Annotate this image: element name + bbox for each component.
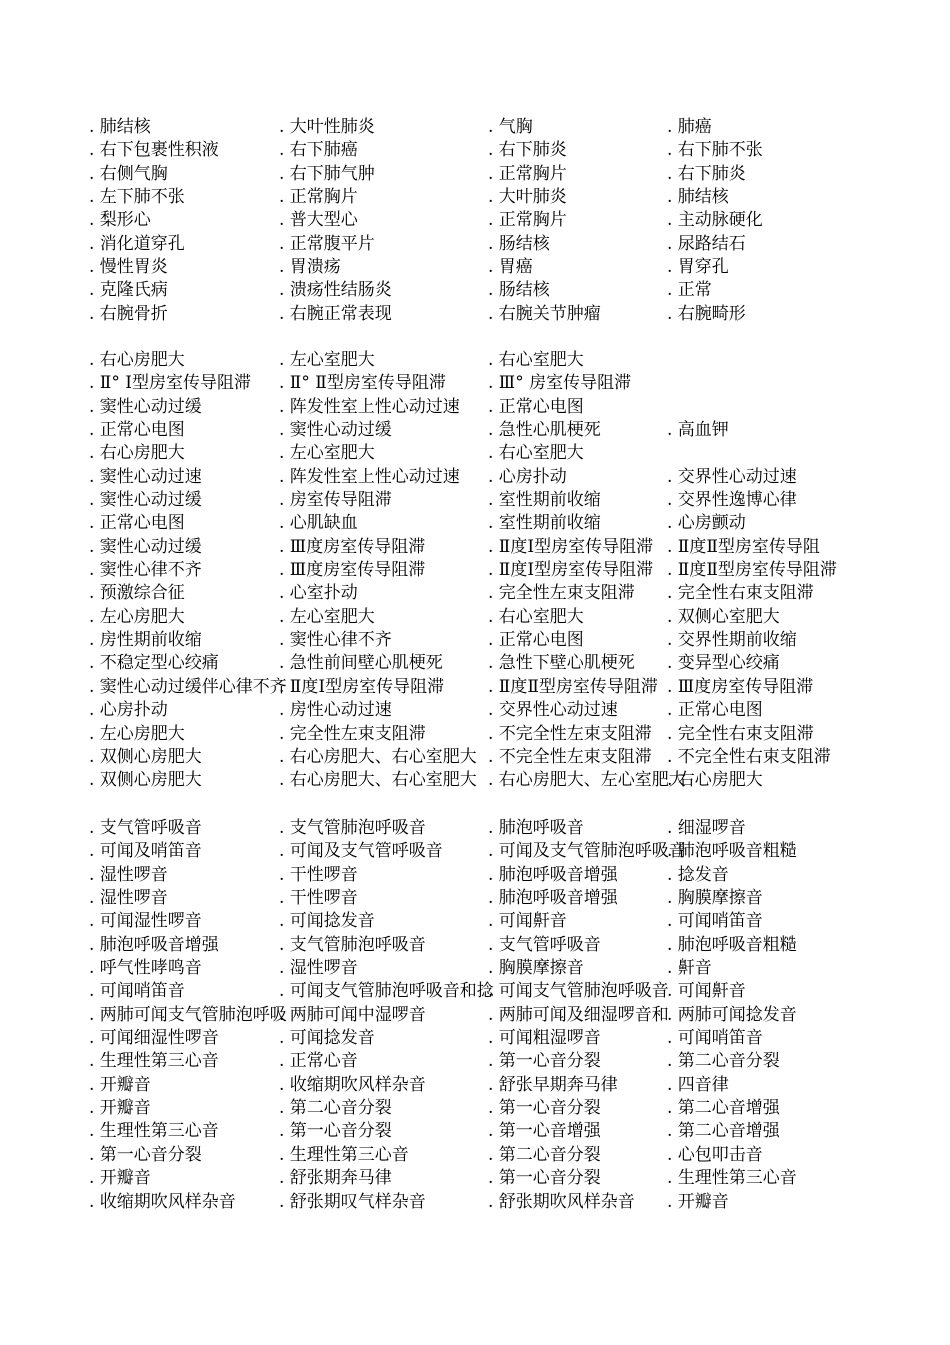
option-text: . 交界性期前收缩 <box>667 630 797 651</box>
option-text: . 支气管呼吸音 <box>488 934 601 955</box>
option-text: . 左心房肥大 <box>89 723 185 744</box>
option-text: . 右下肺气肿 <box>279 163 375 184</box>
option-row <box>0 512 950 535</box>
option-text: . 右心室肥大 <box>488 350 584 370</box>
option-text: . 右腕关节肿瘤 <box>488 303 601 324</box>
option-text: . 肺泡呼吸音粗糙 <box>667 934 797 955</box>
option-text: . 肺结核 <box>667 187 729 208</box>
option-text: . 第一心音分裂 <box>279 1121 392 1142</box>
option-text: . 可闻支气管肺泡呼吸音和捻 <box>279 981 494 1002</box>
option-text: . 第一心音分裂 <box>488 1098 601 1119</box>
option-row <box>0 699 950 722</box>
option-text: . 正常心电图 <box>89 513 185 534</box>
option-text: . 左下肺不张 <box>89 187 185 208</box>
option-text: . 窦性心律不齐 <box>279 630 392 651</box>
option-text: . 右心房肥大 <box>667 770 763 791</box>
option-text: . 窦性心动过缓伴心律不齐 <box>89 676 287 697</box>
option-text: . 交界性逸博心律 <box>667 490 797 511</box>
option-text: . 右腕骨折 <box>89 303 168 324</box>
option-text: . 正常心电图 <box>667 700 763 721</box>
option-text: . 开瓣音 <box>89 1074 151 1095</box>
option-row <box>0 489 950 512</box>
option-text: . 急性前间壁心肌梗死 <box>279 653 443 674</box>
option-text: . 可闻哨笛音 <box>667 911 763 932</box>
option-text: . 胃穿孔 <box>667 257 729 278</box>
option-text: . 急性心肌梗死 <box>488 420 601 441</box>
option-text: . 干性啰音 <box>279 864 358 885</box>
option-text: . 开瓣音 <box>89 1098 151 1119</box>
option-text: . 第一心音分裂 <box>488 1168 601 1189</box>
option-text: . 可闻支气管肺泡呼吸音 <box>488 981 669 1002</box>
option-text: . 慢性胃炎 <box>89 257 168 278</box>
option-text: . 可闻粗湿啰音 <box>488 1028 601 1049</box>
option-text: . 收缩期吹风样杂音 <box>279 1074 426 1095</box>
option-text: . 完全性右束支阻滞 <box>667 723 814 744</box>
option-text: . 可闻哨笛音 <box>667 1028 763 1049</box>
option-row <box>0 980 950 1003</box>
option-text: . Ⅲ度房室传导阻滞 <box>667 676 814 697</box>
option-text: . 舒张期吹风样杂音 <box>488 1191 635 1212</box>
option-text: . 心房扑动 <box>488 466 567 487</box>
option-row <box>0 536 950 559</box>
option-text: . 肠结核 <box>488 233 550 254</box>
option-text: . 肠结核 <box>488 280 550 301</box>
option-row <box>0 1050 950 1073</box>
option-text: . 生理性第三心音 <box>279 1144 409 1165</box>
option-text: . 房性心动过速 <box>279 700 392 721</box>
option-text: . 正常胸片 <box>488 210 567 231</box>
option-row <box>0 1167 950 1190</box>
option-row <box>0 396 950 419</box>
option-text: . 肺泡呼吸音增强 <box>488 864 618 885</box>
option-text: . 正常心音 <box>279 1051 358 1072</box>
option-text: . 心房颤动 <box>667 513 746 534</box>
option-text: . 右下肺不张 <box>667 140 763 161</box>
option-text: . 正常心电图 <box>488 396 584 417</box>
option-text: . 第一心音分裂 <box>89 1144 202 1165</box>
option-text: . 右心房肥大、左心室肥大 <box>488 770 686 791</box>
option-text: . 完全性左束支阻滞 <box>488 583 635 604</box>
option-text: . Ⅲ度房室传导阻滞 <box>279 560 426 581</box>
option-row <box>0 279 950 302</box>
option-row <box>0 442 950 465</box>
option-text: . 左心室肥大 <box>279 443 375 464</box>
option-text: . 左心室肥大 <box>279 606 375 627</box>
option-text: . 右下包裹性积液 <box>89 140 219 161</box>
option-text: . 室性期前收缩 <box>488 490 601 511</box>
option-text: . 右心房肥大、右心室肥大 <box>279 746 477 767</box>
option-text: . 右腕正常表现 <box>279 303 392 324</box>
option-text: . 第二心音增强 <box>667 1121 780 1142</box>
option-row <box>0 209 950 232</box>
option-text: . 完全性右束支阻滞 <box>667 583 814 604</box>
option-text: . 收缩期吹风样杂音 <box>89 1191 236 1212</box>
option-text: . 变异型心绞痛 <box>667 653 780 674</box>
option-text: . 窦性心动过缓 <box>89 536 202 557</box>
option-text: . Ⅱ度Ⅰ型房室传导阻滞 <box>279 676 445 697</box>
option-row <box>0 887 950 910</box>
option-text: . 肺癌 <box>667 117 712 137</box>
option-row <box>0 676 950 699</box>
option-text: . 四音律 <box>667 1074 729 1095</box>
option-text: . Ⅲ度房室传导阻滞 <box>279 536 426 557</box>
option-text: . 交界性心动过速 <box>667 466 797 487</box>
option-text: . 不完全性右束支阻滞 <box>667 746 831 767</box>
section-ecg <box>0 349 950 793</box>
option-text: . 房性期前收缩 <box>89 630 202 651</box>
option-row <box>0 256 950 279</box>
option-text: . 湿性啰音 <box>89 888 168 909</box>
option-text: . 双侧心房肥大 <box>89 770 202 791</box>
option-row <box>0 864 950 887</box>
option-text: . 第二心音分裂 <box>667 1051 780 1072</box>
option-row <box>0 1144 950 1167</box>
option-text: . 窦性心律不齐 <box>89 560 202 581</box>
option-text: . 支气管呼吸音 <box>89 818 202 838</box>
option-text: . 右心室肥大 <box>488 443 584 464</box>
option-row <box>0 817 950 840</box>
option-text: . 生理性第三心音 <box>667 1168 797 1189</box>
option-text: . 主动脉硬化 <box>667 210 763 231</box>
option-text: . 右下肺炎 <box>667 163 746 184</box>
option-text: . 支气管肺泡呼吸音 <box>279 934 426 955</box>
option-text: . 窦性心动过速 <box>89 466 202 487</box>
option-text: . 双侧心房肥大 <box>89 746 202 767</box>
option-text: . 右心房肥大、右心室肥大 <box>279 770 477 791</box>
option-text: . Ⅲ° 房室传导阻滞 <box>488 373 632 394</box>
option-text: . 胸膜摩擦音 <box>488 958 584 979</box>
option-row <box>0 606 950 629</box>
option-text: . 正常胸片 <box>488 163 567 184</box>
option-text: . 完全性左束支阻滞 <box>279 723 426 744</box>
option-text: . 左心室肥大 <box>279 350 375 370</box>
option-row <box>0 1074 950 1097</box>
option-text: . 可闻捻发音 <box>279 911 375 932</box>
option-text: . 可闻鼾音 <box>488 911 567 932</box>
option-text: . 鼾音 <box>667 958 712 979</box>
option-text: . 两肺可闻中湿啰音 <box>279 1004 426 1025</box>
option-text: . 两肺可闻及细湿啰音和 <box>488 1004 669 1025</box>
option-text: . Ⅱ° Ⅱ型房室传导阻滞 <box>279 373 446 394</box>
section-auscultation <box>0 817 950 1214</box>
option-text: . 正常心电图 <box>488 630 584 651</box>
option-text: . 高血钾 <box>667 420 729 441</box>
option-text: . 正常心电图 <box>89 420 185 441</box>
option-row <box>0 1120 950 1143</box>
option-row <box>0 303 950 326</box>
option-text: . 捻发音 <box>667 864 729 885</box>
option-text: . 消化道穿孔 <box>89 233 185 254</box>
option-text: . 急性下壁心肌梗死 <box>488 653 635 674</box>
option-text: . 右心房肥大 <box>89 443 185 464</box>
option-text: . 可闻及支气管肺泡呼吸音 <box>488 841 686 862</box>
option-row <box>0 419 950 442</box>
option-text: . 窦性心动过缓 <box>89 396 202 417</box>
option-row <box>0 233 950 256</box>
option-text: . 支气管肺泡呼吸音 <box>279 818 426 838</box>
option-text: . 右侧气胸 <box>89 163 168 184</box>
option-text: . 窦性心动过缓 <box>89 490 202 511</box>
option-text: . 溃疡性结肠炎 <box>279 280 392 301</box>
option-text: . 右腕畸形 <box>667 303 746 324</box>
option-row <box>0 163 950 186</box>
option-row <box>0 840 950 863</box>
option-text: . 心房扑动 <box>89 700 168 721</box>
option-text: . 第一心音增强 <box>488 1121 601 1142</box>
option-text: . Ⅱ度Ⅱ型房室传导阻 <box>667 536 820 557</box>
option-text: . 心包叩击音 <box>667 1144 763 1165</box>
option-row <box>0 372 950 395</box>
option-text: . 右下肺炎 <box>488 140 567 161</box>
option-text: . 可闻细湿性啰音 <box>89 1028 219 1049</box>
option-text: . Ⅱ度Ⅰ型房室传导阻滞 <box>488 560 654 581</box>
option-text: . Ⅱ度Ⅱ型房室传导阻滞 <box>667 560 837 581</box>
option-row <box>0 957 950 980</box>
option-row <box>0 1004 950 1027</box>
option-text: . 左心房肥大 <box>89 606 185 627</box>
section-imaging <box>0 116 950 326</box>
option-text: . 双侧心室肥大 <box>667 606 780 627</box>
option-text: . 交界性心动过速 <box>488 700 618 721</box>
option-text: . 湿性啰音 <box>89 864 168 885</box>
option-text: . 气胸 <box>488 117 533 137</box>
option-text: . 干性啰音 <box>279 888 358 909</box>
option-text: . 室性期前收缩 <box>488 513 601 534</box>
option-text: . 肺泡呼吸音增强 <box>488 888 618 909</box>
option-row <box>0 723 950 746</box>
option-text: . 可闻湿性啰音 <box>89 911 202 932</box>
option-text: . 第二心音分裂 <box>279 1098 392 1119</box>
option-text: . 正常胸片 <box>279 187 358 208</box>
option-row <box>0 139 950 162</box>
option-text: . 右心房肥大 <box>89 350 185 370</box>
option-text: . 开瓣音 <box>667 1191 729 1212</box>
option-text: . 两肺可闻捻发音 <box>667 1004 797 1025</box>
option-text: . 大叶性肺炎 <box>279 117 375 137</box>
option-text: . 窦性心动过缓 <box>279 420 392 441</box>
option-row <box>0 1027 950 1050</box>
option-text: . 可闻及支气管呼吸音 <box>279 841 443 862</box>
option-text: . 可闻及哨笛音 <box>89 841 202 862</box>
option-text: . 生理性第三心音 <box>89 1051 219 1072</box>
option-text: . 开瓣音 <box>89 1168 151 1189</box>
option-text: . 可闻鼾音 <box>667 981 746 1002</box>
option-row <box>0 186 950 209</box>
option-text: . 普大型心 <box>279 210 358 231</box>
option-text: . 肺泡呼吸音粗糙 <box>667 841 797 862</box>
option-text: . Ⅱ度Ⅱ型房室传导阻滞 <box>488 676 658 697</box>
option-row <box>0 1097 950 1120</box>
option-text: . 胃溃疡 <box>279 257 341 278</box>
option-text: . 细湿啰音 <box>667 818 746 838</box>
option-row <box>0 746 950 769</box>
option-text: . 生理性第三心音 <box>89 1121 219 1142</box>
option-text: . 第二心音分裂 <box>488 1144 601 1165</box>
option-text: . 舒张期奔马律 <box>279 1168 392 1189</box>
option-text: . 肺泡呼吸音 <box>488 818 584 838</box>
option-text: . 呼气性哮鸣音 <box>89 958 202 979</box>
option-text: . Ⅱ度Ⅰ型房室传导阻滞 <box>488 536 654 557</box>
option-row <box>0 559 950 582</box>
option-text: . 湿性啰音 <box>279 958 358 979</box>
option-text: . 肺结核 <box>89 117 151 137</box>
option-text: . 预激综合征 <box>89 583 185 604</box>
option-text: . 房室传导阻滞 <box>279 490 392 511</box>
option-text: . 第二心音增强 <box>667 1098 780 1119</box>
option-text: . 右心室肥大 <box>488 606 584 627</box>
option-row <box>0 116 950 139</box>
option-row <box>0 910 950 933</box>
option-row <box>0 1191 950 1214</box>
option-row <box>0 652 950 675</box>
option-text: . 右下肺癌 <box>279 140 358 161</box>
option-row <box>0 466 950 489</box>
option-text: . 尿路结石 <box>667 233 746 254</box>
option-text: . 不稳定型心绞痛 <box>89 653 219 674</box>
option-text: . 梨形心 <box>89 210 151 231</box>
option-text: . 大叶肺炎 <box>488 187 567 208</box>
option-row <box>0 934 950 957</box>
option-text: . 肺泡呼吸音增强 <box>89 934 219 955</box>
option-text: . 可闻捻发音 <box>279 1028 375 1049</box>
option-text: . 克隆氏病 <box>89 280 168 301</box>
option-text: . 舒张早期奔马律 <box>488 1074 618 1095</box>
option-text: . 两肺可闻支气管肺泡呼吸 <box>89 1004 287 1025</box>
option-row <box>0 582 950 605</box>
option-row <box>0 349 950 372</box>
option-row <box>0 629 950 652</box>
option-text: . 阵发性室上性心动过速 <box>279 396 460 417</box>
option-row <box>0 769 950 792</box>
option-text: . 舒张期叹气样杂音 <box>279 1191 426 1212</box>
option-text: . 不完全性左束支阻滞 <box>488 746 652 767</box>
option-text: . 正常腹平片 <box>279 233 375 254</box>
option-text: . 胸膜摩擦音 <box>667 888 763 909</box>
option-text: . 正常 <box>667 280 712 301</box>
option-text: . 第一心音分裂 <box>488 1051 601 1072</box>
option-text: . 胃癌 <box>488 257 533 278</box>
option-text: . 可闻哨笛音 <box>89 981 185 1002</box>
option-text: . 不完全性左束支阻滞 <box>488 723 652 744</box>
option-text: . 心肌缺血 <box>279 513 358 534</box>
option-text: . Ⅱ° Ⅰ型房室传导阻滞 <box>89 373 251 394</box>
option-text: . 阵发性室上性心动过速 <box>279 466 460 487</box>
option-text: . 心室扑动 <box>279 583 358 604</box>
